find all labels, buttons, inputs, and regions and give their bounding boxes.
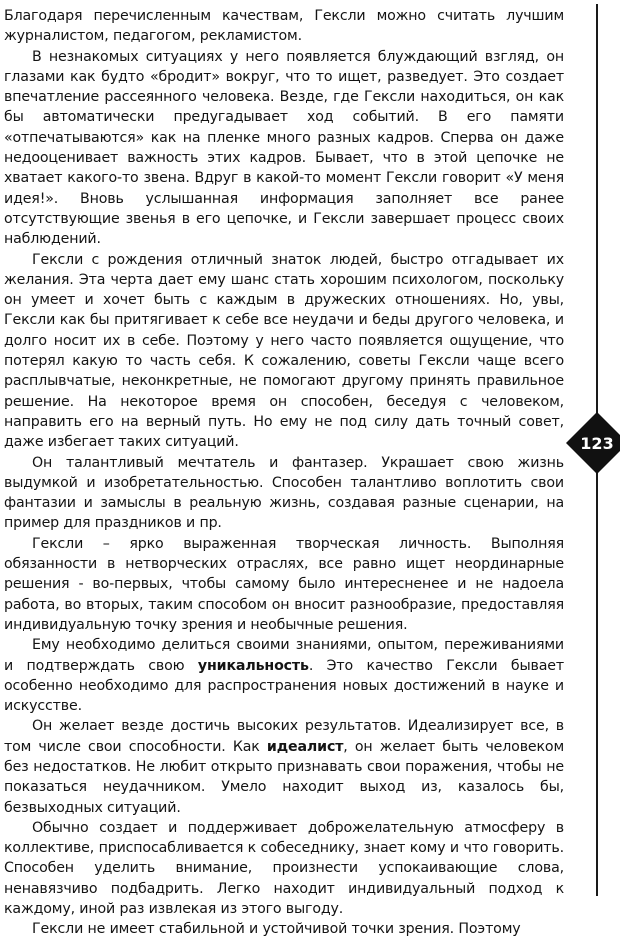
emphasis-term: идеалист — [266, 738, 344, 755]
paragraph-text: , он желает быть человеком без недостатков. Не любит открыто признавать свои поражения, чтобы не показаться неудачником. Умело находит выход из, казалось бы, безвыходных ситуаций. — [4, 738, 564, 816]
paragraph — [4, 635, 564, 716]
emphasis-term: уникальность — [197, 657, 309, 674]
paragraph — [4, 716, 564, 817]
paragraph: Гексли не имеет стабильной и устойчивой точки зрения. Поэтому — [32, 921, 521, 938]
paragraph: Гексли с рождения отличный знаток людей, быстро отгадывает их желания. Эта черта дает ему шанс стать хорошим психологом, поскольку он умеет и хочет быть с каждым в дружеских отношениях. Но, увы, Гексли как бы притягивает к себе все неудачи и беды другого человека, и долго носит их в себе. Поэтому у него часто появляется ощущение, что потерял какую то часть себя. К сожалению, советы Гексли чаще всего расплывчатые, неконкретные, не помогают другому принять правильное решение. На некоторое время он способен, беседуя с человеком, направить его на верный путь. Но ему не под силу дать точный совет, даже избегает таких ситуаций. — [4, 251, 564, 451]
paragraph: Благодаря перечисленным качествам, Гексли можно считать лучшим журналистом, педагогом, рекламистом. — [4, 8, 564, 45]
paragraph: Он талантливый мечтатель и фантазер. Украшает свою жизнь выдумкой и изобретательностью. Способен талантливо воплотить свои фантазии и замыслы в реальную жизнь, создавая разные сценарии, на пример для праздников и пр. — [4, 454, 564, 532]
paragraph-text: Ему необходимо делиться своими знаниями, опытом, переживаниями и подтверждать свою — [4, 637, 564, 674]
paragraph: Гексли – ярко выраженная творческая личность. Выполняя обязанности в нетворческих отраслях, все равно ищет неординарные решения - во-первых, чтобы самому было интересненее и не надоела работа, во вторых, таким способом он вносит разнообразие, предоставляя индивидуальную точку зрения и необычные решения. — [4, 535, 564, 633]
paragraph: В незнакомых ситуациях у него появляется блуждающий взгляд, он глазами как будто «бродит» вокруг, что то ищет, разведует. Это создает впечатление рассеянного человека. Везде, где Гексли находиться, он как бы автоматически предугадывает ход событий. В его памяти «отпечатываются» как на пленке много разных кадров. Сперва он даже недооценивает важность этих кадров. Бывает, что в этой цепочке не хватает какого-то звена. Вдруг в какой-то момент Гексли говорит «У меня идея!». Вновь услышанная информация заполняет все ранее отсутствующие звенья в его цепочке, и Гексли завершает процесс своих наблюдений. — [4, 48, 564, 248]
page-number: 123 — [580, 433, 614, 453]
body-text — [4, 6, 564, 940]
paragraph: Обычно создает и поддерживает доброжелательную атмосферу в коллективе, приспосабливается к собеседнику, знает кому и что говорить. Способен уделить внимание, произнести успокаивающие слова, ненавязчиво подбадрить. Легко находит индивидуальный подход к каждому, иной раз извлекая из этого выгоду. — [4, 819, 564, 918]
paragraph-text: Он желает везде достичь высоких результатов. Идеализирует все, в том числе свои способности. Как — [4, 718, 564, 755]
paragraph-text: . Это качество Гексли бывает особенно необходимо для распространения новых достижений в науке и искусстве. — [4, 657, 564, 715]
